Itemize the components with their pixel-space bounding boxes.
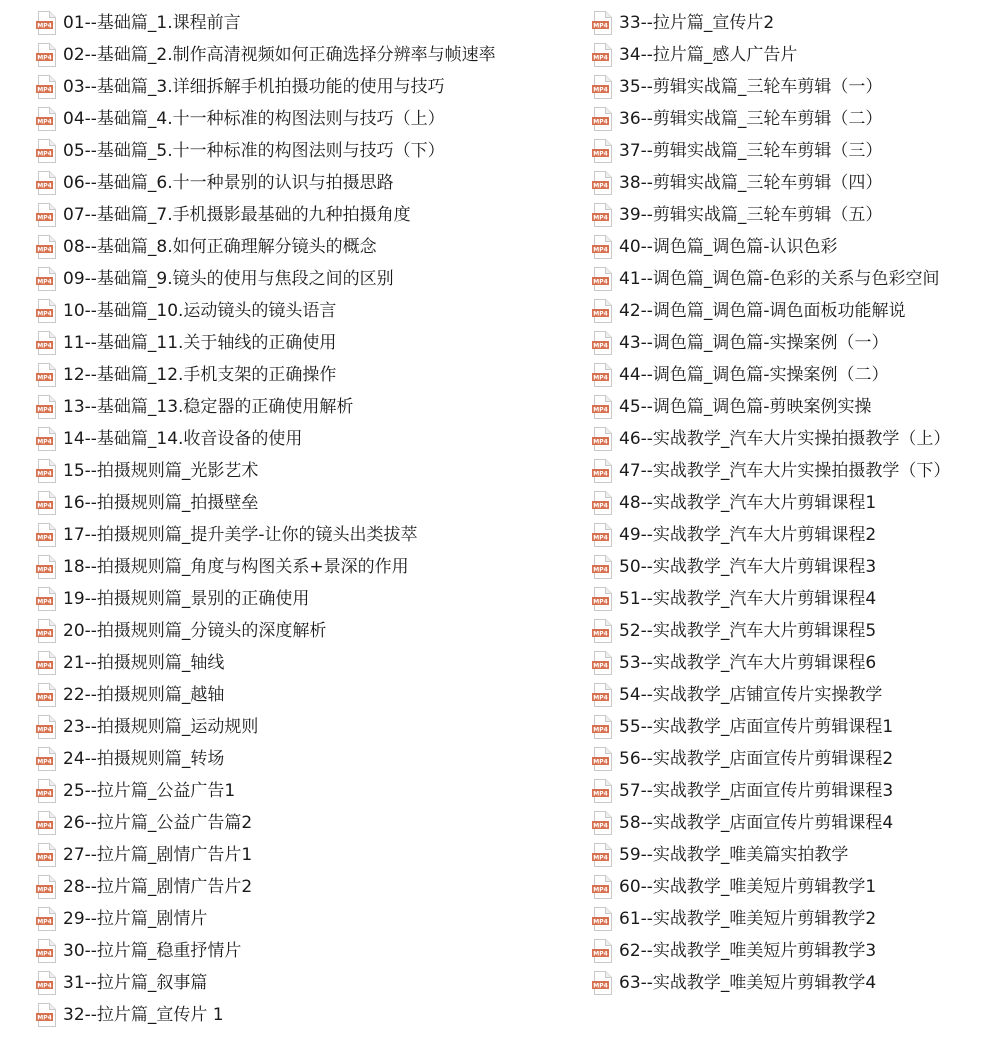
file-item[interactable] <box>592 679 987 711</box>
file-item[interactable] <box>36 615 591 647</box>
svg-text:MP4: MP4 <box>37 470 52 478</box>
file-item[interactable] <box>36 551 591 583</box>
mp4-file-icon <box>36 715 56 739</box>
mp4-file-icon <box>36 235 56 259</box>
svg-text:MP4: MP4 <box>37 54 52 62</box>
mp4-file-icon <box>592 11 612 35</box>
file-name: 58--实战教学_店面宣传片剪辑课程4 <box>619 813 894 833</box>
file-item[interactable] <box>36 359 591 391</box>
file-item[interactable] <box>36 647 591 679</box>
file-name: 11--基础篇_11.关于轴线的正确使用 <box>63 333 337 353</box>
svg-text:MP4: MP4 <box>593 342 608 350</box>
svg-text:MP4: MP4 <box>37 86 52 94</box>
file-item[interactable] <box>36 71 591 103</box>
svg-text:MP4: MP4 <box>593 982 608 990</box>
file-name: 09--基础篇_9.镜头的使用与焦段之间的区别 <box>63 269 394 289</box>
file-item[interactable] <box>36 679 591 711</box>
file-item[interactable] <box>36 487 591 519</box>
svg-text:MP4: MP4 <box>37 406 52 414</box>
svg-text:MP4: MP4 <box>593 118 608 126</box>
svg-text:MP4: MP4 <box>593 662 608 670</box>
file-item[interactable] <box>36 775 591 807</box>
svg-text:MP4: MP4 <box>593 54 608 62</box>
file-name: 63--实战教学_唯美短片剪辑教学4 <box>619 973 877 993</box>
svg-text:MP4: MP4 <box>37 662 52 670</box>
file-name: 36--剪辑实战篇_三轮车剪辑（二） <box>619 109 883 129</box>
svg-text:MP4: MP4 <box>37 918 52 926</box>
file-item[interactable] <box>36 455 591 487</box>
file-item[interactable] <box>36 39 591 71</box>
mp4-file-icon <box>592 395 612 419</box>
file-item[interactable] <box>36 711 591 743</box>
file-name: 51--实战教学_汽车大片剪辑课程4 <box>619 589 877 609</box>
file-name: 47--实战教学_汽车大片实操拍摄教学（下） <box>619 461 951 481</box>
svg-text:MP4: MP4 <box>37 246 52 254</box>
mp4-file-icon <box>592 619 612 643</box>
mp4-file-icon <box>592 427 612 451</box>
mp4-file-icon <box>592 747 612 771</box>
mp4-file-icon <box>592 203 612 227</box>
svg-text:MP4: MP4 <box>593 950 608 958</box>
file-item[interactable] <box>592 455 987 487</box>
svg-text:MP4: MP4 <box>593 790 608 798</box>
file-name: 38--剪辑实战篇_三轮车剪辑（四） <box>619 173 883 193</box>
file-name: 31--拉片篇_叙事篇 <box>63 973 208 993</box>
mp4-file-icon <box>36 555 56 579</box>
file-item[interactable] <box>36 423 591 455</box>
file-name: 23--拍摄规则篇_运动规则 <box>63 717 259 737</box>
file-list-right-column <box>592 7 987 999</box>
mp4-file-icon <box>36 619 56 643</box>
file-name: 60--实战教学_唯美短片剪辑教学1 <box>619 877 877 897</box>
file-name: 16--拍摄规则篇_拍摄壁垒 <box>63 493 259 513</box>
file-item[interactable] <box>592 199 987 231</box>
file-item[interactable] <box>36 903 591 935</box>
file-name: 04--基础篇_4.十一种标准的构图法则与技巧（上） <box>63 109 445 129</box>
file-item[interactable] <box>592 615 987 647</box>
svg-text:MP4: MP4 <box>593 470 608 478</box>
mp4-file-icon <box>36 11 56 35</box>
file-name: 17--拍摄规则篇_提升美学-让你的镜头出类拔萃 <box>63 525 418 545</box>
svg-text:MP4: MP4 <box>37 790 52 798</box>
file-name: 08--基础篇_8.如何正确理解分镜头的概念 <box>63 237 377 257</box>
svg-text:MP4: MP4 <box>593 278 608 286</box>
file-name: 50--实战教学_汽车大片剪辑课程3 <box>619 557 877 577</box>
mp4-file-icon <box>36 683 56 707</box>
file-name: 06--基础篇_6.十一种景别的认识与拍摄思路 <box>63 173 394 193</box>
svg-text:MP4: MP4 <box>37 534 52 542</box>
file-name: 24--拍摄规则篇_转场 <box>63 749 225 769</box>
file-item[interactable] <box>36 103 591 135</box>
mp4-file-icon <box>592 843 612 867</box>
file-item[interactable] <box>36 999 591 1031</box>
file-name: 52--实战教学_汽车大片剪辑课程5 <box>619 621 877 641</box>
svg-text:MP4: MP4 <box>37 598 52 606</box>
file-name: 39--剪辑实战篇_三轮车剪辑（五） <box>619 205 883 225</box>
file-name: 35--剪辑实战篇_三轮车剪辑（一） <box>619 77 883 97</box>
svg-text:MP4: MP4 <box>37 950 52 958</box>
file-name: 18--拍摄规则篇_角度与构图关系+景深的作用 <box>63 557 409 577</box>
svg-text:MP4: MP4 <box>37 566 52 574</box>
file-item[interactable] <box>592 327 987 359</box>
svg-text:MP4: MP4 <box>37 822 52 830</box>
mp4-file-icon <box>36 203 56 227</box>
mp4-file-icon <box>36 875 56 899</box>
svg-text:MP4: MP4 <box>593 630 608 638</box>
svg-text:MP4: MP4 <box>37 726 52 734</box>
mp4-file-icon <box>36 75 56 99</box>
svg-text:MP4: MP4 <box>37 342 52 350</box>
file-name: 01--基础篇_1.课程前言 <box>63 13 241 33</box>
file-name: 14--基础篇_14.收音设备的使用 <box>63 429 303 449</box>
mp4-file-icon <box>36 971 56 995</box>
file-name: 59--实战教学_唯美篇实拍教学 <box>619 845 849 865</box>
file-item[interactable] <box>592 7 987 39</box>
mp4-file-icon <box>592 587 612 611</box>
mp4-file-icon <box>592 683 612 707</box>
mp4-file-icon <box>36 331 56 355</box>
mp4-file-icon <box>36 427 56 451</box>
svg-text:MP4: MP4 <box>37 182 52 190</box>
file-item[interactable] <box>36 935 591 967</box>
mp4-file-icon <box>592 267 612 291</box>
mp4-file-icon <box>592 939 612 963</box>
file-item[interactable] <box>592 519 987 551</box>
svg-text:MP4: MP4 <box>593 566 608 574</box>
mp4-file-icon <box>592 43 612 67</box>
svg-text:MP4: MP4 <box>37 22 52 30</box>
mp4-file-icon <box>592 491 612 515</box>
mp4-file-icon <box>36 779 56 803</box>
file-item[interactable] <box>592 487 987 519</box>
mp4-file-icon <box>36 907 56 931</box>
svg-text:MP4: MP4 <box>593 726 608 734</box>
file-item[interactable] <box>592 71 987 103</box>
file-item[interactable] <box>36 167 591 199</box>
file-item[interactable] <box>592 359 987 391</box>
file-item[interactable] <box>592 647 987 679</box>
file-item[interactable] <box>592 839 987 871</box>
svg-text:MP4: MP4 <box>593 374 608 382</box>
file-item[interactable] <box>592 103 987 135</box>
svg-text:MP4: MP4 <box>37 214 52 222</box>
svg-text:MP4: MP4 <box>593 758 608 766</box>
svg-text:MP4: MP4 <box>37 694 52 702</box>
svg-text:MP4: MP4 <box>37 438 52 446</box>
file-name: 43--调色篇_调色篇-实操案例（一） <box>619 333 889 353</box>
mp4-file-icon <box>592 907 612 931</box>
file-list-left-column <box>36 7 591 1031</box>
file-item[interactable] <box>592 775 987 807</box>
file-item[interactable] <box>36 135 591 167</box>
file-item[interactable] <box>36 583 591 615</box>
svg-text:MP4: MP4 <box>37 502 52 510</box>
file-item[interactable] <box>36 263 591 295</box>
svg-text:MP4: MP4 <box>593 822 608 830</box>
svg-text:MP4: MP4 <box>37 150 52 158</box>
file-name: 33--拉片篇_宣传片2 <box>619 13 775 33</box>
svg-text:MP4: MP4 <box>37 118 52 126</box>
file-name: 61--实战教学_唯美短片剪辑教学2 <box>619 909 877 929</box>
file-item[interactable] <box>36 7 591 39</box>
file-name: 57--实战教学_店面宣传片剪辑课程3 <box>619 781 894 801</box>
file-item[interactable] <box>36 519 591 551</box>
file-name: 22--拍摄规则篇_越轴 <box>63 685 225 705</box>
file-item[interactable] <box>36 295 591 327</box>
svg-text:MP4: MP4 <box>593 438 608 446</box>
file-item[interactable] <box>36 871 591 903</box>
svg-text:MP4: MP4 <box>593 182 608 190</box>
svg-text:MP4: MP4 <box>593 598 608 606</box>
mp4-file-icon <box>36 811 56 835</box>
file-item[interactable] <box>592 871 987 903</box>
file-name: 46--实战教学_汽车大片实操拍摄教学（上） <box>619 429 951 449</box>
file-item[interactable] <box>592 263 987 295</box>
file-item[interactable] <box>592 743 987 775</box>
mp4-file-icon <box>36 587 56 611</box>
svg-text:MP4: MP4 <box>37 278 52 286</box>
svg-text:MP4: MP4 <box>37 1014 52 1022</box>
svg-text:MP4: MP4 <box>593 150 608 158</box>
file-name: 53--实战教学_汽车大片剪辑课程6 <box>619 653 877 673</box>
file-name: 41--调色篇_调色篇-色彩的关系与色彩空间 <box>619 269 940 289</box>
file-item[interactable] <box>36 231 591 263</box>
mp4-file-icon <box>36 395 56 419</box>
mp4-file-icon <box>36 491 56 515</box>
svg-text:MP4: MP4 <box>37 758 52 766</box>
file-name: 37--剪辑实战篇_三轮车剪辑（三） <box>619 141 883 161</box>
file-name: 54--实战教学_店铺宣传片实操教学 <box>619 685 883 705</box>
mp4-file-icon <box>592 75 612 99</box>
svg-text:MP4: MP4 <box>37 886 52 894</box>
svg-text:MP4: MP4 <box>593 694 608 702</box>
file-name: 30--拉片篇_稳重抒情片 <box>63 941 242 961</box>
file-item[interactable] <box>36 391 591 423</box>
file-name: 07--基础篇_7.手机摄影最基础的九种拍摄角度 <box>63 205 411 225</box>
mp4-file-icon <box>36 363 56 387</box>
mp4-file-icon <box>592 107 612 131</box>
svg-text:MP4: MP4 <box>37 630 52 638</box>
mp4-file-icon <box>592 651 612 675</box>
file-item[interactable] <box>36 807 591 839</box>
file-item[interactable] <box>592 231 987 263</box>
file-name: 13--基础篇_13.稳定器的正确使用解析 <box>63 397 354 417</box>
file-name: 10--基础篇_10.运动镜头的镜头语言 <box>63 301 337 321</box>
mp4-file-icon <box>36 267 56 291</box>
svg-text:MP4: MP4 <box>37 982 52 990</box>
file-name: 62--实战教学_唯美短片剪辑教学3 <box>619 941 877 961</box>
file-name: 34--拉片篇_感人广告片 <box>619 45 798 65</box>
mp4-file-icon <box>36 843 56 867</box>
file-item[interactable] <box>592 39 987 71</box>
file-name: 02--基础篇_2.制作高清视频如何正确选择分辨率与帧速率 <box>63 45 496 65</box>
svg-text:MP4: MP4 <box>37 854 52 862</box>
mp4-file-icon <box>36 1003 56 1027</box>
file-item[interactable] <box>592 135 987 167</box>
svg-text:MP4: MP4 <box>593 310 608 318</box>
file-name: 55--实战教学_店面宣传片剪辑课程1 <box>619 717 894 737</box>
mp4-file-icon <box>36 939 56 963</box>
file-name: 48--实战教学_汽车大片剪辑课程1 <box>619 493 877 513</box>
file-item[interactable] <box>592 167 987 199</box>
mp4-file-icon <box>592 139 612 163</box>
file-name: 12--基础篇_12.手机支架的正确操作 <box>63 365 337 385</box>
svg-text:MP4: MP4 <box>593 214 608 222</box>
file-name: 03--基础篇_3.详细拆解手机拍摄功能的使用与技巧 <box>63 77 445 97</box>
mp4-file-icon <box>36 459 56 483</box>
file-name: 56--实战教学_店面宣传片剪辑课程2 <box>619 749 894 769</box>
mp4-file-icon <box>36 651 56 675</box>
svg-text:MP4: MP4 <box>37 310 52 318</box>
file-item[interactable] <box>592 583 987 615</box>
file-item[interactable] <box>36 199 591 231</box>
mp4-file-icon <box>36 139 56 163</box>
file-name: 19--拍摄规则篇_景别的正确使用 <box>63 589 310 609</box>
svg-text:MP4: MP4 <box>593 918 608 926</box>
file-name: 05--基础篇_5.十一种标准的构图法则与技巧（下） <box>63 141 445 161</box>
file-item[interactable] <box>592 391 987 423</box>
file-name: 21--拍摄规则篇_轴线 <box>63 653 225 673</box>
mp4-file-icon <box>36 523 56 547</box>
file-name: 27--拉片篇_剧情广告片1 <box>63 845 253 865</box>
svg-text:MP4: MP4 <box>593 246 608 254</box>
file-name: 40--调色篇_调色篇-认识色彩 <box>619 237 838 257</box>
mp4-file-icon <box>592 811 612 835</box>
mp4-file-icon <box>592 171 612 195</box>
mp4-file-icon <box>592 235 612 259</box>
file-name: 25--拉片篇_公益广告1 <box>63 781 236 801</box>
mp4-file-icon <box>592 523 612 547</box>
svg-text:MP4: MP4 <box>593 854 608 862</box>
mp4-file-icon <box>36 747 56 771</box>
file-name: 15--拍摄规则篇_光影艺术 <box>63 461 259 481</box>
mp4-file-icon <box>592 555 612 579</box>
file-name: 20--拍摄规则篇_分镜头的深度解析 <box>63 621 327 641</box>
svg-text:MP4: MP4 <box>593 22 608 30</box>
svg-text:MP4: MP4 <box>593 502 608 510</box>
file-item[interactable] <box>36 327 591 359</box>
mp4-file-icon <box>592 779 612 803</box>
mp4-file-icon <box>36 171 56 195</box>
file-name: 26--拉片篇_公益广告篇2 <box>63 813 253 833</box>
mp4-file-icon <box>592 875 612 899</box>
file-item[interactable] <box>592 935 987 967</box>
file-name: 49--实战教学_汽车大片剪辑课程2 <box>619 525 877 545</box>
mp4-file-icon <box>36 299 56 323</box>
mp4-file-icon <box>592 971 612 995</box>
file-item[interactable] <box>592 807 987 839</box>
file-item[interactable] <box>592 903 987 935</box>
file-item[interactable] <box>592 295 987 327</box>
file-item[interactable] <box>592 423 987 455</box>
mp4-file-icon <box>36 107 56 131</box>
file-item[interactable] <box>592 967 987 999</box>
file-item[interactable] <box>592 711 987 743</box>
svg-text:MP4: MP4 <box>593 886 608 894</box>
svg-text:MP4: MP4 <box>593 86 608 94</box>
file-item[interactable] <box>36 743 591 775</box>
file-name: 42--调色篇_调色篇-调色面板功能解说 <box>619 301 906 321</box>
mp4-file-icon <box>592 363 612 387</box>
mp4-file-icon <box>592 299 612 323</box>
file-item[interactable] <box>36 967 591 999</box>
file-name: 44--调色篇_调色篇-实操案例（二） <box>619 365 889 385</box>
file-name: 32--拉片篇_宣传片 1 <box>63 1005 224 1025</box>
mp4-file-icon <box>592 459 612 483</box>
mp4-file-icon <box>592 715 612 739</box>
file-name: 45--调色篇_调色篇-剪映案例实操 <box>619 397 872 417</box>
svg-text:MP4: MP4 <box>593 406 608 414</box>
file-name: 28--拉片篇_剧情广告片2 <box>63 877 253 897</box>
file-name: 29--拉片篇_剧情片 <box>63 909 208 929</box>
svg-text:MP4: MP4 <box>37 374 52 382</box>
file-item[interactable] <box>36 839 591 871</box>
mp4-file-icon <box>36 43 56 67</box>
svg-text:MP4: MP4 <box>593 534 608 542</box>
file-item[interactable] <box>592 551 987 583</box>
mp4-file-icon <box>592 331 612 355</box>
